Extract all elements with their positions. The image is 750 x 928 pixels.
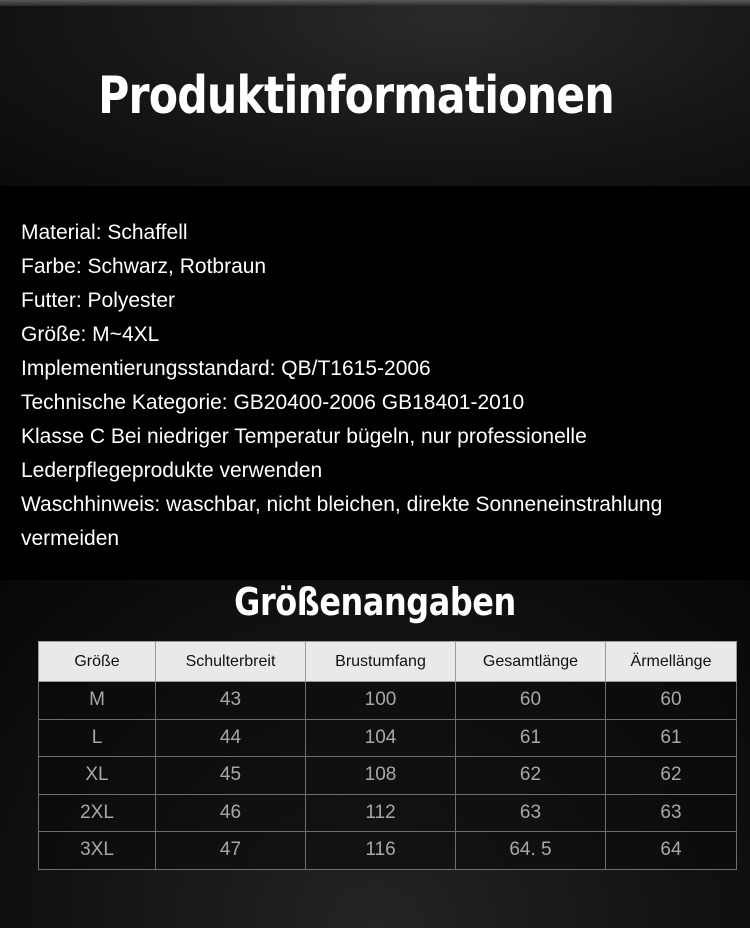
info-line: Material: Schaffell: [21, 221, 188, 244]
table-cell: L: [39, 719, 156, 757]
table-cell: M: [39, 682, 156, 720]
info-line: Klasse C Bei niedriger Temperatur bügeln, nur professionelle: [21, 425, 587, 448]
info-line: Futter: Polyester: [21, 289, 176, 312]
table-cell: 64. 5: [456, 832, 606, 870]
page-title: Produktinformationen: [98, 66, 614, 126]
table-cell: 104: [306, 719, 456, 757]
table-cell: 60: [606, 682, 737, 720]
info-line: Implementierungsstandard: QB/T1615-2006: [21, 357, 431, 380]
size-chart-section: [0, 580, 750, 928]
table-cell: 63: [456, 794, 606, 832]
table-cell: 2XL: [39, 794, 156, 832]
table-cell: 61: [606, 719, 737, 757]
size-chart-title: Größenangaben: [234, 580, 516, 624]
table-cell: 64: [606, 832, 737, 870]
table-row: [39, 794, 737, 832]
table-cell: 100: [306, 682, 456, 720]
table-cell: 46: [156, 794, 306, 832]
table-cell: 63: [606, 794, 737, 832]
table-row: [39, 682, 737, 720]
info-line: Technische Kategorie: GB20400-2006 GB18401-2010: [21, 391, 525, 414]
table-cell: 62: [606, 757, 737, 795]
table-cell: 61: [456, 719, 606, 757]
table-cell: 47: [156, 832, 306, 870]
size-table: [38, 641, 737, 870]
info-line: Lederpflegeprodukte verwenden: [21, 459, 323, 482]
info-line: Farbe: Schwarz, Rotbraun: [21, 255, 267, 278]
column-header-shoulder: Schulterbreit: [156, 642, 306, 682]
info-line: Größe: M~4XL: [21, 323, 160, 346]
header-top-border: [0, 0, 750, 6]
table-cell: 44: [156, 719, 306, 757]
column-header-size: Größe: [39, 642, 156, 682]
table-cell: 112: [306, 794, 456, 832]
table-cell: 43: [156, 682, 306, 720]
info-line: Waschhinweis: waschbar, nicht bleichen, direkte Sonneneinstrahlung: [21, 493, 663, 516]
table-cell: 62: [456, 757, 606, 795]
header-banner: [0, 0, 750, 186]
column-header-sleeve: Ärmellänge: [606, 642, 737, 682]
column-header-chest: Brustumfang: [306, 642, 456, 682]
table-row: [39, 832, 737, 870]
table-cell: 108: [306, 757, 456, 795]
table-header-row: [39, 642, 737, 682]
table-cell: 116: [306, 832, 456, 870]
info-line: vermeiden: [21, 527, 120, 550]
table-row: [39, 757, 737, 795]
table-cell: 3XL: [39, 832, 156, 870]
table-cell: XL: [39, 757, 156, 795]
table-cell: 45: [156, 757, 306, 795]
product-info-list: [21, 216, 736, 556]
column-header-length: Gesamtlänge: [456, 642, 606, 682]
table-cell: 60: [456, 682, 606, 720]
product-info-section: [0, 186, 750, 580]
table-row: [39, 719, 737, 757]
